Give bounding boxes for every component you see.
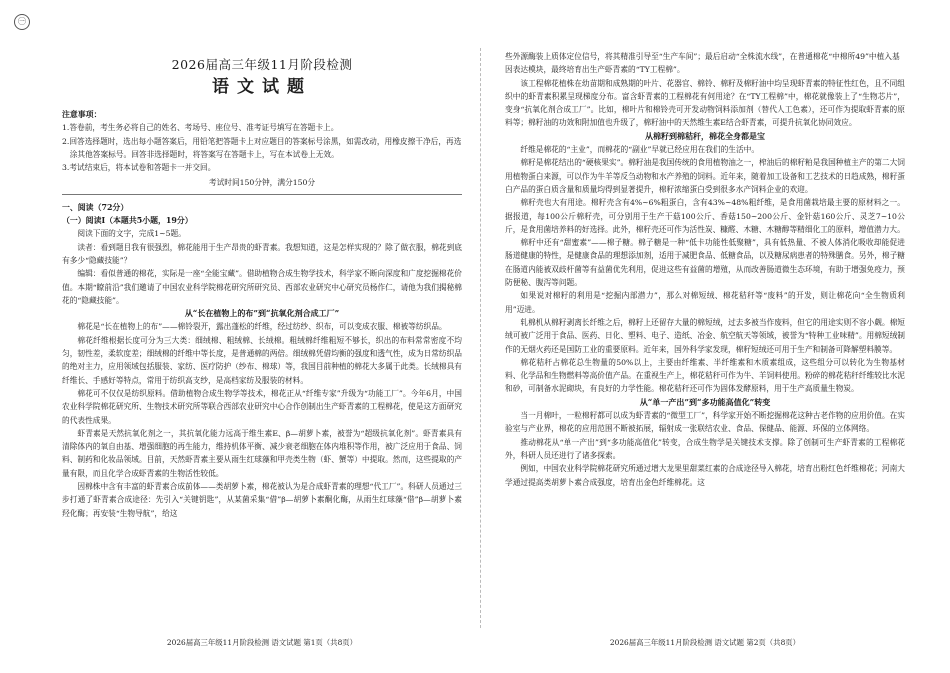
time-score: 考试时间150分钟，满分150分: [208, 178, 316, 188]
article-paragraph: 棉花可不仅仅是纺织原料。借助植物合成生物学等技术，棉花正从“纤维专家”升级为“功能工厂”。今年6月，中国农业科学院棉花研究所、生物技术研究所等联合西部农业研究中心合作创制出生产虾青素的工程棉花，使是这方面研究的代表性成果。: [62, 388, 462, 425]
column-divider: [480, 48, 481, 628]
article-paragraph: 轧棉机从棉籽剥离长纤维之后，棉籽上还留存大量的棉短绒，过去多被当作废料，但它的用途实则不容小觑。棉短绒可被广泛用于食品、医药、日化、塑料、电子、造纸、冶金、航空航天等领域，被誉为“特种工业味精”。用棉短绒制作的无烟火药还是国防工业的重要原料。近年来，国外科学家发现，棉籽短绒还可用于生产和制备可降解塑料膜等。: [505, 317, 905, 354]
article-paragraph: 棉籽是棉花结出的“硬核果实”。棉籽油是我国传统的食用植物油之一，榨油后的棉籽粕是我国种植主产的第二大饲用植物蛋白来源，可以作为牛羊等反刍动物和水产养殖的饲料。近年来，随着加工设备和工艺技术的日趋成熟，棉籽蛋白产品的蛋白质含量和质量均得到显著提升，棉籽浓缩蛋白受到很多水产饲料企业的欢迎。: [505, 158, 905, 194]
article-paragraph: 如果说对棉籽的利用是“挖掘内部潜力”，那么对棉短绒、棉花秸秆等“废料”的开发，则让棉花向“全生物质利用”迈进。: [505, 291, 905, 314]
article-paragraph: 例如，中国农业科学院棉花研究所通过增大龙果里甜菜红素的合成途径导入棉花，培育出粉红色纤维棉花；河南大学通过提高类胡萝卜素合成强度，培育出金色纤维棉花。这: [505, 464, 905, 487]
article-paragraph: 编辑：看似普通的棉花，实际是一座“全能宝藏”。借助植物合成生物学技术，科学家不断向深度和广度挖掘棉花价值。本期“瞭前沿”我们邀请了中国农业科学院棉花研究所研究员、西部农业研究中心研究员杨作仁，请他为我们揭秘棉花的“隐藏技能”。: [62, 269, 462, 305]
footer-page-2: 2026届高三年级11月阶段检测 语文试题 第2页（共8页）: [609, 638, 801, 647]
article-paragraph-continued: 些外源酶装上质体定位信号，将其精准引导至“生产车间”；最后启动“全株流水线”，在普通棉花“中棉所49”中植入基因表达模块，最终培育出生产虾青素的“TY工程棉”。: [505, 52, 900, 75]
exam-title: 2026届高三年级11月阶段检测: [171, 57, 353, 72]
notice-item-2: 2.回答选择题时，选出每小题答案后，用铅笔把答题卡上对应题目的答案标号涂黑，如需改动，用橡皮擦干净后，再选涂其他答案标号。回答非选择题时，将答案写在答题卡上，写在本试卷上无效。: [62, 136, 462, 159]
article-paragraph: 棉花是“长在植物上的布”——棉铃裂开，露出蓬松的纤维，经过纺纱、织布，可以变成衣服、棉被等纺织品。: [77, 322, 447, 332]
article-subheading: 从棉籽到棉秸秆，棉花全身都是宝: [645, 130, 765, 141]
article-paragraph: 棉花秸秆占棉花总生物量的50%以上，主要由纤维素、半纤维素和木质素组成，这些组分可以转化为生物基材料、化学品和生物燃料等高价值产品。在重视生产上，棉花秸秆可作为牛、羊饲料使用。粉碎的棉花秸秆纤维较比水泥和砂，可制备水泥砌块，有良好的力学性能。棉花秸秆还可作为固体发酵原料，用于生产高质量生物炭。: [505, 357, 905, 394]
article-paragraph: 虾青素是天然抗氧化剂之一，其抗氧化能力远高于维生素E、β—胡萝卜素，被誉为“超级抗氧化剂”。虾青素具有清除体内的氧自由基、增强细胞的再生能力，维持机体平衡、减少衰老细胞在体内堆积等作用，被广泛应用于食品、饲料、制药和化妆品领域。目前，天然虾青素主要从雨生红球藻和甲壳类生物（虾、蟹等）中提取。然而，这些提取的产量有限，而且化学合成虾青素的生物活性较低。: [62, 428, 462, 478]
subject-title: 语文试题: [212, 77, 312, 97]
page-corner-mark: ㊀: [14, 14, 30, 30]
left-column: [62, 50, 462, 520]
article-paragraph: 棉花纤维根据长度可分为三大类：细绒棉、粗绒棉、长绒棉。粗绒棉纤维粗短不够长，织出的布料常常密度不均匀，韧性差，柔软度差；细绒棉的纤维中等长度，是普通棉的两倍。细绒棉凭借均衡的强度和透气性，成为日常纺织品的绝对主力，应用领域包括服装、家纺、医疗防护（纱布、棉球）等，我国目前种植的棉花大多属于此类。长绒棉具有纤维长、手感好等特点，常用于纺织高支纱，是高档家纺及服装的材料。: [62, 335, 462, 385]
article-paragraph: 棉籽中还有“甜蜜素”——棉子糖。棉子糖是一种“低卡功能性低聚糖”，具有低热量、不被人体消化吸收却能促进肠道健康的特性，是健康食品的理想添加剂，适用于减肥食品、低糖食品，以及糖尿病患者的特殊膳食。另外，棉子糖在肠道内能被双歧杆菌等有益菌优先利用，促进这些有益菌的增殖，从而改善肠道微生态环境，有助于增强免疫力，预防便秘、腹泻等问题。: [505, 238, 905, 288]
right-column: [505, 50, 905, 489]
article-paragraph: 该工程棉花植株在幼苗期和成熟期的叶片、花器官、棉铃、棉籽及棉籽油中均呈现虾青素的特征性红色，且不同组织中的虾青素积累呈现梯度分布。富含虾青素的工程棉花有何用途？在“TY工程棉”中，棉花就像装上了“生物芯片”，变身“抗氧化剂合成工厂”。比如，棉叶片和棉铃壳可开发动物饲料添加剂（替代人工色素），还可作为提取虾青素的原料等；棉籽油的功效和附加值也升级了，棉籽油中的天然维生素E结合虾青素，可提升抗氧化协同效应。: [505, 78, 905, 128]
part-heading: （一）阅读Ⅰ（本题共5小题，19分）: [62, 216, 193, 226]
article-paragraph: 因棉株中含有丰富的虾青素合成前体——类胡萝卜素，棉花被认为是合成虾青素的理想“代工厂”。科研人员通过三步打通了虾青素合成途径：先引入“关键钥匙”，从某菌采集“借”β—胡萝卜素酮化酶，从雨生红球藻“借”β—胡萝卜素羟化酶；再安装“生物导航”，给这: [62, 482, 462, 518]
article-paragraph: 当一月棉叶，一粒棉籽都可以成为虾青素的“微型工厂”，科学家开始不断挖掘棉花这种古老作物的应用价值。在实验室与产业界，棉花的应用范围不断被拓展，辐射成一张联结农业、食品、保健品、能源、环保的立体网络。: [505, 411, 905, 434]
section-heading: 一、阅读（72分）: [62, 202, 129, 212]
article-paragraph: 棉籽壳也大有用途。棉籽壳含有4%~6%粗蛋白，含有43%~48%粗纤维，是食用菌栽培最主要的原材料之一。据报道，每100公斤棉籽壳，可分别用于生产干菇100公斤、香菇150~200公斤、金针菇160公斤、灵芝7~10公斤，是食用菌培养料的好选择。此外，棉籽壳还可作为活性炭、糠醛、木糖、木糖醇等精细化工的原料，增值潜力大。: [505, 198, 905, 234]
notice-heading: 注意事项：: [62, 110, 102, 119]
notice-item-1: 1.答卷前，考生务必将自己的姓名、考场号、座位号、准考证号填写在答题卡上。: [62, 123, 339, 133]
article-subheading: 从“长在植物上的布”到“抗氧化剂合成工厂”: [184, 308, 340, 319]
article-subheading: 从“单一产出”到“多功能高值化”转变: [639, 396, 771, 407]
notice-rule: [62, 194, 462, 195]
article-paragraph: 纤维是棉花的“主业”，而棉花的“副业”早就已经应用在我们的生活中。: [520, 145, 760, 155]
article-paragraph: 推动棉花从“单一产出”到“多功能高值化”转变，合成生物学是关键技术支撑。除了创制可生产虾青素的工程棉花外，科研人员还进行了诸多探索。: [505, 437, 905, 460]
article-paragraph: 读者：看到题目我有很强烈，棉花能用于生产昂贵的虾青素。我想知道，这是怎样实现的？除了做衣服，棉花到底有多少“隐藏技能”？: [62, 242, 462, 265]
notice-item-3: 3.考试结束后，将本试卷和答题卡一并交回。: [62, 163, 216, 173]
footer-page-1: 2026届高三年级11月阶段检测 语文试题 第1页（共8页）: [166, 638, 358, 647]
reading-instruction: 阅读下面的文字，完成1~5题。: [77, 229, 186, 239]
